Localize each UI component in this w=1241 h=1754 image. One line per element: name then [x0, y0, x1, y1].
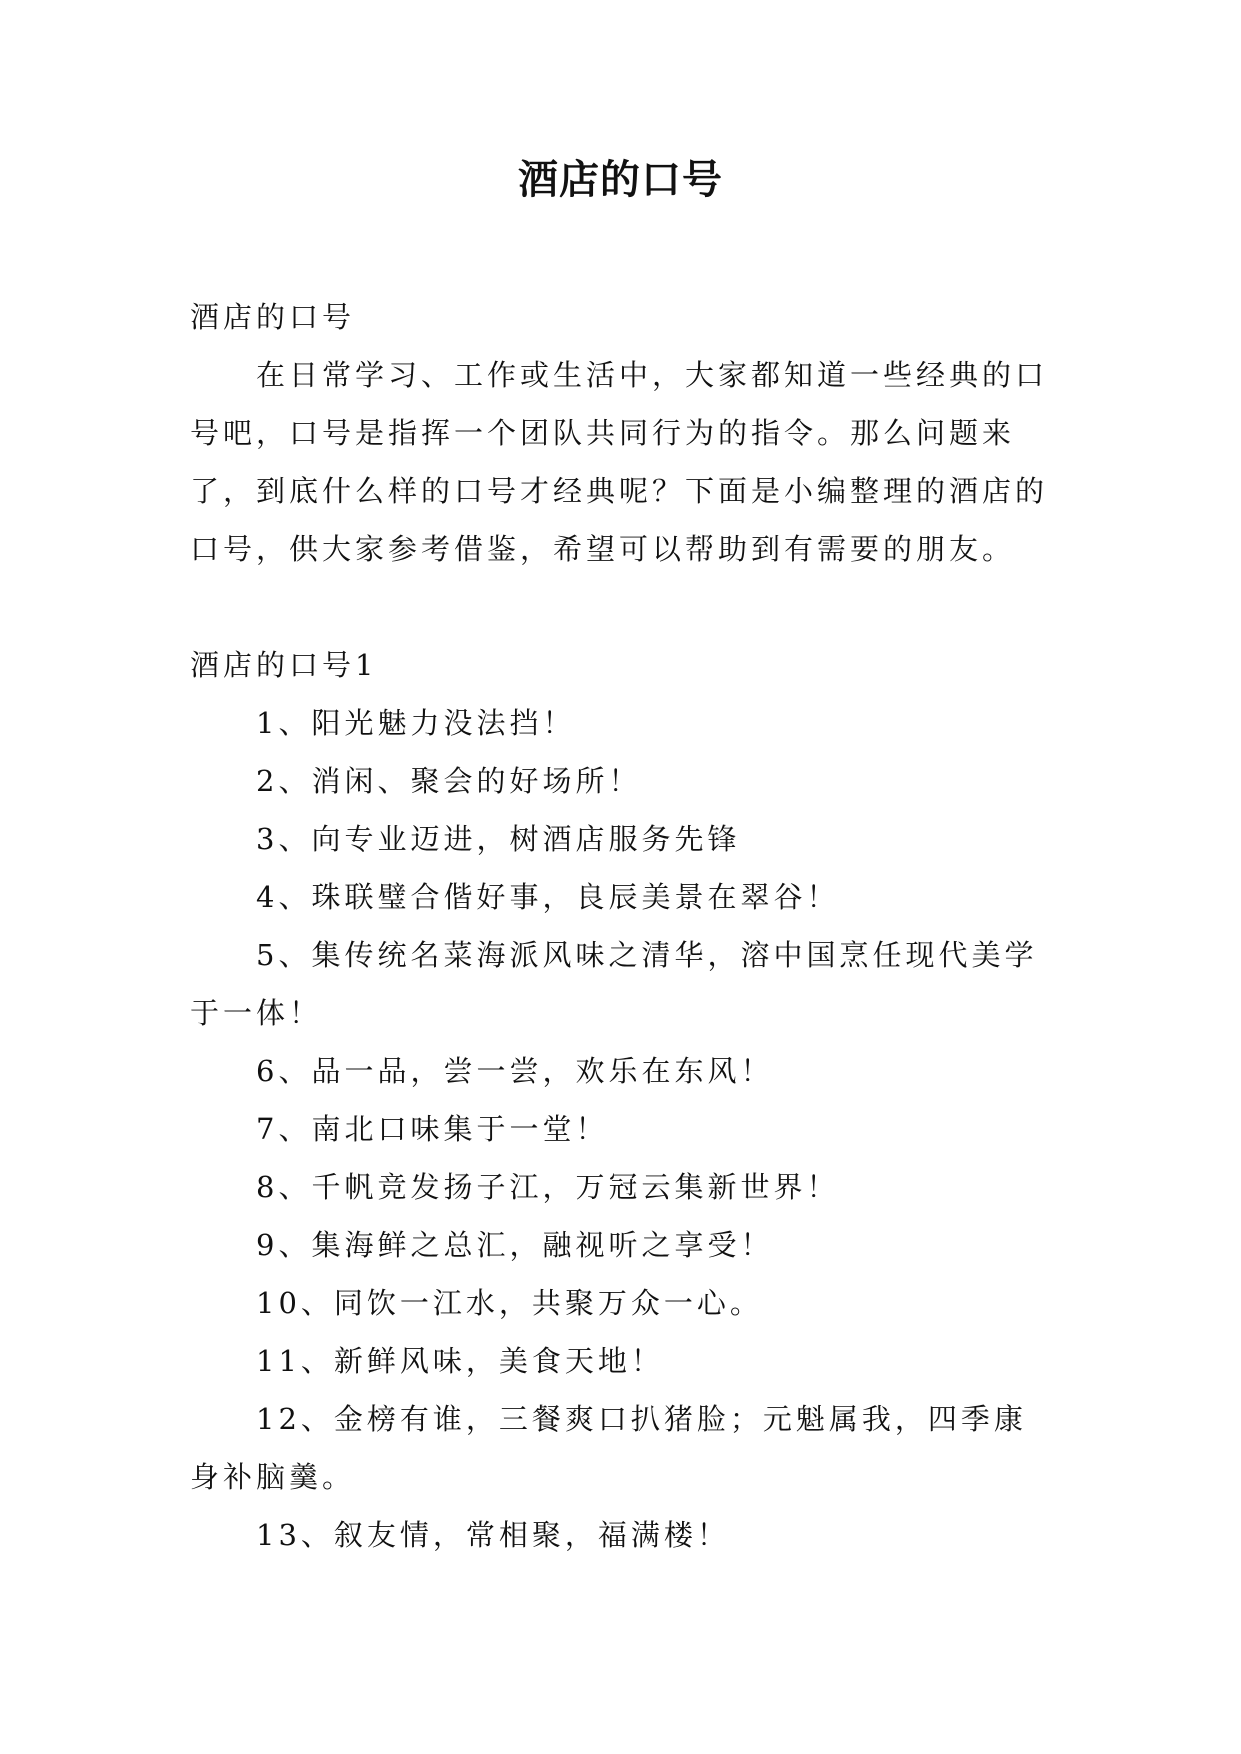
slogan-item: 1、阳光魅力没法挡！	[256, 706, 576, 740]
slogan-item: 13、叙友情，常相聚，福满楼！	[256, 1518, 730, 1552]
slogan-item: 6、品一品，尝一尝，欢乐在东风！	[256, 1054, 774, 1088]
spacer	[190, 578, 1052, 636]
document-body	[190, 288, 1052, 1564]
slogan-item: 2、消闲、聚会的好场所！	[256, 764, 642, 798]
slogan-item: 8、千帆竞发扬子江，万冠云集新世界！	[256, 1170, 840, 1204]
slogan-item: 4、珠联璧合偕好事，良辰美景在翠谷！	[256, 880, 840, 914]
subtitle: 酒店的口号	[190, 300, 356, 334]
slogan-item: 11、新鲜风味，美食天地！	[256, 1344, 664, 1378]
intro-paragraph: 在日常学习、工作或生活中，大家都知道一些经典的口号吧，口号是指挥一个团队共同行为的指令。那么问题来了，到底什么样的口号才经典呢？下面是小编整理的酒店的口号，供大家参考借鉴，希望可以帮助到有需要的朋友。	[190, 358, 1049, 566]
section-heading: 酒店的口号1	[190, 648, 378, 682]
document-title: 酒店的口号	[518, 156, 723, 203]
slogan-item: 7、南北口味集于一堂！	[256, 1112, 609, 1146]
slogan-item: 12、金榜有谁，三餐爽口扒猪脸；元魁属我，四季康身补脑羹。	[190, 1402, 1027, 1494]
slogan-item: 3、向专业迈进，树酒店服务先锋	[256, 822, 741, 856]
slogan-item: 10、同饮一江水，共聚万众一心。	[256, 1286, 763, 1320]
slogan-item: 9、集海鲜之总汇，融视听之享受！	[256, 1228, 774, 1262]
slogan-item: 5、集传统名菜海派风味之清华，溶中国烹任现代美学于一体！	[190, 938, 1038, 1030]
